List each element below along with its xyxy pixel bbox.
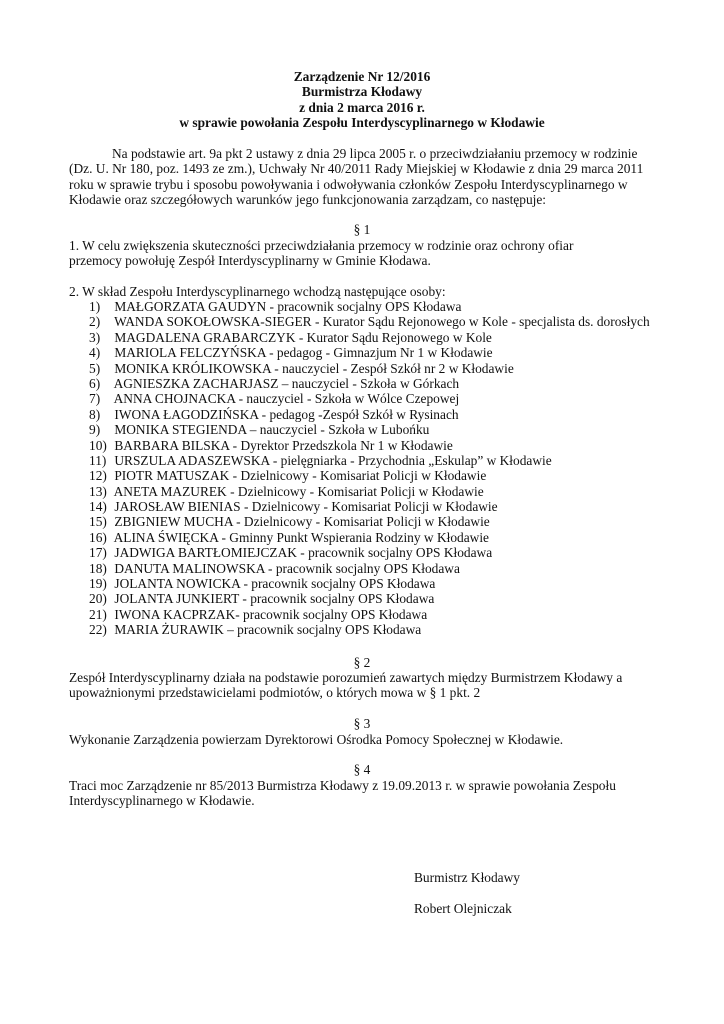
member-number: 3) bbox=[89, 329, 101, 345]
section-4-heading: § 4 bbox=[353, 762, 371, 777]
member-item bbox=[89, 376, 689, 391]
section-2-text bbox=[69, 670, 659, 701]
member-number: 10) bbox=[89, 437, 107, 453]
member-item bbox=[89, 576, 689, 591]
intro-paragraph bbox=[69, 146, 655, 208]
member-item bbox=[89, 422, 689, 437]
member-text: ANNA CHOJNACKA - nauczyciel - Szkoła w Wólce Czepowej bbox=[113, 391, 460, 407]
member-item bbox=[89, 514, 689, 529]
member-item bbox=[89, 438, 689, 453]
member-number: 22) bbox=[89, 622, 107, 638]
member-text: URSZULA ADASZEWSKA - pielęgniarka - Przychodnia „Eskulap” w Kłodawie bbox=[114, 452, 552, 468]
section-4-text bbox=[69, 778, 659, 809]
member-item bbox=[89, 299, 689, 314]
intro-line: Kłodawie oraz szczegółowych warunków jego funkcjonowania zarządzam, co następuje: bbox=[69, 192, 547, 208]
paragraph-line: Traci moc Zarządzenie nr 85/2013 Burmistrza Kłodawy z 19.09.2013 r. w sprawie powołania Zespołu bbox=[69, 778, 616, 793]
member-item bbox=[89, 391, 689, 406]
paragraph-line: Interdyscyplinarnego w Kłodawie. bbox=[69, 793, 255, 809]
member-item bbox=[89, 545, 689, 560]
member-item bbox=[89, 407, 689, 422]
member-number: 6) bbox=[89, 375, 101, 391]
member-text: IWONA ŁAGODZIŃSKA - pedagog -Zespół Szkół w Rysinach bbox=[114, 406, 459, 422]
paragraph-line: 1. W celu zwiększenia skuteczności przeciwdziałania przemocy w rodzinie oraz ochrony ofiar bbox=[69, 238, 574, 253]
member-number: 4) bbox=[89, 345, 101, 361]
member-text: MONIKA KRÓLIKOWSKA - nauczyciel - Zespół Szkół nr 2 w Kłodawie bbox=[114, 360, 514, 376]
member-number: 8) bbox=[89, 406, 101, 422]
member-text: PIOTR MATUSZAK - Dzielnicowy - Komisariat Policji w Kłodawie bbox=[114, 468, 487, 484]
member-item bbox=[89, 561, 689, 576]
member-text: ANETA MAZUREK - Dzielnicowy - Komisariat Policji w Kłodawie bbox=[113, 483, 484, 499]
member-text: DANUTA MALINOWSKA - pracownik socjalny OPS Kłodawa bbox=[114, 560, 460, 576]
member-item bbox=[89, 361, 689, 376]
members-list bbox=[89, 299, 689, 638]
member-number: 1) bbox=[89, 299, 101, 314]
member-text: JADWIGA BARTŁOMIEJCZAK - pracownik socjalny OPS Kłodawa bbox=[114, 545, 493, 561]
member-item bbox=[89, 591, 689, 606]
member-text: MARIOLA FELCZYŃSKA - pedagog - Gimnazjum Nr 1 w Kłodawie bbox=[114, 345, 493, 361]
member-number: 5) bbox=[89, 360, 101, 376]
member-number: 17) bbox=[89, 545, 107, 561]
member-text: MONIKA STEGIENDA – nauczyciel - Szkoła w Lubońku bbox=[114, 422, 430, 438]
member-number: 2) bbox=[89, 314, 101, 330]
member-number: 19) bbox=[89, 576, 107, 592]
paragraph-line: upoważnionymi przedstawicielami podmiotów, o których mowa w § 1 pkt. 2 bbox=[69, 685, 481, 701]
member-number: 12) bbox=[89, 468, 107, 484]
member-text: IWONA KACPRZAK- pracownik socjalny OPS Kłodawa bbox=[114, 606, 428, 622]
section-1-heading: § 1 bbox=[353, 222, 371, 237]
intro-line: Na podstawie art. 9a pkt 2 ustawy z dnia 29 lipca 2005 r. o przeciwdziałaniu przemocy w rodzinie bbox=[112, 146, 638, 161]
member-item bbox=[89, 345, 689, 360]
section-1-point-2: 2. W skład Zespołu Interdyscyplinarnego wchodzą następujące osoby: bbox=[69, 284, 446, 299]
intro-line: (Dz. U. Nr 180, poz. 1493 ze zm.), Uchwały Nr 40/2011 Rady Miejskiej w Kłodawie z dnia 29 marca 2011 bbox=[69, 161, 644, 177]
paragraph-line: przemocy powołuję Zespół Interdyscyplinarny w Gminie Kłodawa. bbox=[69, 253, 431, 269]
member-item bbox=[89, 330, 689, 345]
member-number: 16) bbox=[89, 529, 107, 545]
member-text: WANDA SOKOŁOWSKA-SIEGER - Kurator Sądu Rejonowego w Kole - specjalista ds. dorosłych bbox=[114, 314, 650, 330]
member-number: 14) bbox=[89, 499, 107, 515]
intro-line: roku w sprawie trybu i sposobu powoływania i odwoływania członków Zespołu Interdyscyplinarnego w bbox=[69, 176, 628, 192]
member-item bbox=[89, 530, 689, 545]
member-text: MARIA ŻURAWIK – pracownik socjalny OPS Kłodawa bbox=[114, 622, 422, 638]
document-title: Zarządzenie Nr 12/2016 bbox=[293, 69, 431, 84]
member-number: 15) bbox=[89, 514, 107, 530]
document-date: z dnia 2 marca 2016 r. bbox=[299, 99, 425, 115]
member-item bbox=[89, 607, 689, 622]
member-text: MAŁGORZATA GAUDYN - pracownik socjalny OPS Kłodawa bbox=[114, 299, 462, 314]
member-text: MAGDALENA GRABARCZYK - Kurator Sądu Rejonowego w Kole bbox=[114, 329, 492, 345]
member-number: 13) bbox=[89, 483, 107, 499]
member-text: JOLANTA NOWICKA - pracownik socjalny OPS Kłodawa bbox=[114, 576, 436, 592]
document-subject: w sprawie powołania Zespołu Interdyscyplinarnego w Kłodawie bbox=[179, 115, 545, 131]
member-number: 7) bbox=[89, 391, 101, 407]
member-text: JAROSŁAW BIENIAS - Dzielnicowy - Komisariat Policji w Kłodawie bbox=[114, 499, 498, 515]
document-issuer: Burmistrza Kłodawy bbox=[301, 84, 423, 100]
member-text: AGNIESZKA ZACHARJASZ – nauczyciel - Szkoła w Górkach bbox=[113, 375, 460, 391]
signature-name: Robert Olejniczak bbox=[414, 901, 512, 916]
member-text: BARBARA BILSKA - Dyrektor Przedszkola Nr 1 w Kłodawie bbox=[114, 437, 453, 453]
member-number: 20) bbox=[89, 591, 107, 607]
member-item bbox=[89, 468, 689, 483]
member-text: ALINA ŚWIĘCKA - Gminny Punkt Wspierania Rodziny w Kłodawie bbox=[113, 529, 489, 545]
signature-title: Burmistrz Kłodawy bbox=[414, 870, 520, 885]
section-3-heading: § 3 bbox=[353, 716, 371, 731]
member-text: JOLANTA JUNKIERT - pracownik socjalny OPS Kłodawa bbox=[114, 591, 435, 607]
paragraph-line: Zespół Interdyscyplinarny działa na podstawie porozumień zawartych między Burmistrzem Kłodawy a bbox=[69, 670, 623, 685]
member-item bbox=[89, 499, 689, 514]
member-number: 9) bbox=[89, 422, 101, 438]
document-header bbox=[0, 69, 724, 131]
member-text: ZBIGNIEW MUCHA - Dzielnicowy - Komisariat Policji w Kłodawie bbox=[114, 514, 490, 530]
member-number: 18) bbox=[89, 560, 107, 576]
section-2-heading: § 2 bbox=[353, 655, 371, 670]
member-number: 11) bbox=[89, 452, 107, 468]
section-3-text: Wykonanie Zarządzenia powierzam Dyrektorowi Ośrodka Pomocy Społecznej w Kłodawie. bbox=[69, 732, 564, 747]
member-item bbox=[89, 484, 689, 499]
section-1-point-1 bbox=[69, 238, 659, 269]
member-item bbox=[89, 622, 689, 637]
member-item bbox=[89, 314, 689, 329]
member-number: 21) bbox=[89, 606, 107, 622]
member-item bbox=[89, 453, 689, 468]
